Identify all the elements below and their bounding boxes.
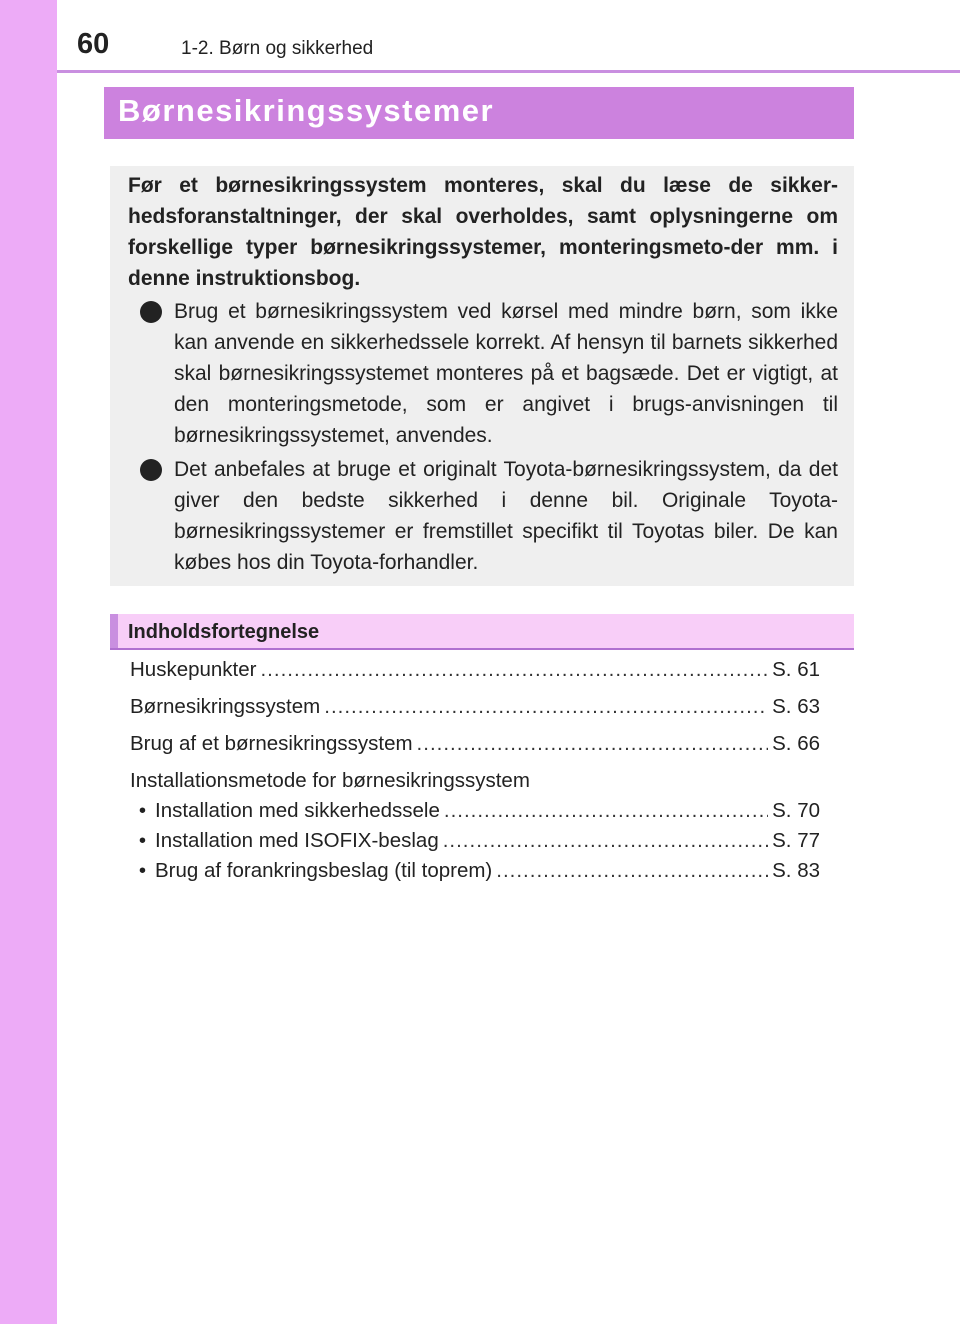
toc-entry-label: Brug af forankringsbeslag (til toprem) <box>155 859 493 882</box>
toc-group-label: Installationsmetode for børnesikringssystem <box>130 769 530 792</box>
toc-entry[interactable] <box>130 655 820 685</box>
toc-leader <box>444 796 768 826</box>
toc-entry[interactable] <box>130 729 820 759</box>
toc-accent <box>110 614 118 648</box>
sub-bullet-icon: • <box>138 859 147 882</box>
toc-entry-label: Huskepunkter <box>130 658 257 681</box>
toc-sub-entry[interactable] <box>130 796 820 826</box>
bullet-text: Brug et børnesikringssystem ved kørsel med mindre børn, som ikke kan anvende en sikkerhedssele korrekt. Af hensyn til barnets sikkerhed skal børnesikringssystemet monteres på et bagsæde. Det er vigtigt, at den monteringsmetode, som er angivet i brugs-anvisningen til børnesikringssystemet, anvendes. <box>174 300 838 447</box>
toc-leader <box>324 692 768 722</box>
toc-page-ref: S. 83 <box>772 859 820 882</box>
bullet-dot-icon <box>140 459 162 481</box>
intro-lead: Før et børnesikringssystem monteres, skal du læse de sikker-hedsforanstaltninger, der skal overholdes, samt oplysningerne om forskellige typer børnesikringssystemer, monteringsmeto-der mm. i denne instruktionsbog. <box>128 174 838 290</box>
intro-box <box>110 166 854 586</box>
toc-entry-label: Brug af et børnesikringssystem <box>130 732 413 755</box>
intro-bullet <box>128 296 838 451</box>
page-header <box>57 0 960 73</box>
side-band <box>0 0 57 1324</box>
bullet-dot-icon <box>140 301 162 323</box>
toc-page-ref: S. 66 <box>772 732 820 755</box>
toc-page-ref: S. 63 <box>772 695 820 718</box>
toc-page-ref: S. 70 <box>772 799 820 822</box>
toc-page-ref: S. 61 <box>772 658 820 681</box>
toc-heading: Indholdsfortegnelse <box>128 621 320 643</box>
toc-group-label-row <box>130 766 820 796</box>
toc-leader <box>260 655 768 685</box>
toc-sub-entry[interactable] <box>130 856 820 886</box>
toc-entry-label: Børnesikringssystem <box>130 695 321 718</box>
table-of-contents <box>130 655 820 886</box>
toc-entry-label: Installation med sikkerhedssele <box>155 799 440 822</box>
toc-entry[interactable] <box>130 692 820 722</box>
intro-bullet <box>128 454 838 578</box>
bullet-text: Det anbefales at bruge et originalt Toyota-børnesikringssystem, da det giver den bedste sikkerhed i denne bil. Originale Toyota-børnesikringssystemer er fremstillet specifikt til Toyotas biler. De kan købes hos din Toyota-forhandler. <box>174 458 838 574</box>
title-bar <box>104 87 854 139</box>
page-number: 60 <box>77 28 110 60</box>
toc-leader <box>417 729 769 759</box>
toc-heading-bar <box>110 614 854 650</box>
toc-entry-label: Installation med ISOFIX-beslag <box>155 829 439 852</box>
sub-bullet-icon: • <box>138 829 147 852</box>
toc-page-ref: S. 77 <box>772 829 820 852</box>
page-title: Børnesikringssystemer <box>118 93 495 128</box>
breadcrumb: 1-2. Børn og sikkerhed <box>181 38 374 59</box>
toc-sub-entry[interactable] <box>130 826 820 856</box>
sub-bullet-icon: • <box>138 799 147 822</box>
toc-leader <box>443 826 768 856</box>
toc-leader <box>496 856 768 886</box>
